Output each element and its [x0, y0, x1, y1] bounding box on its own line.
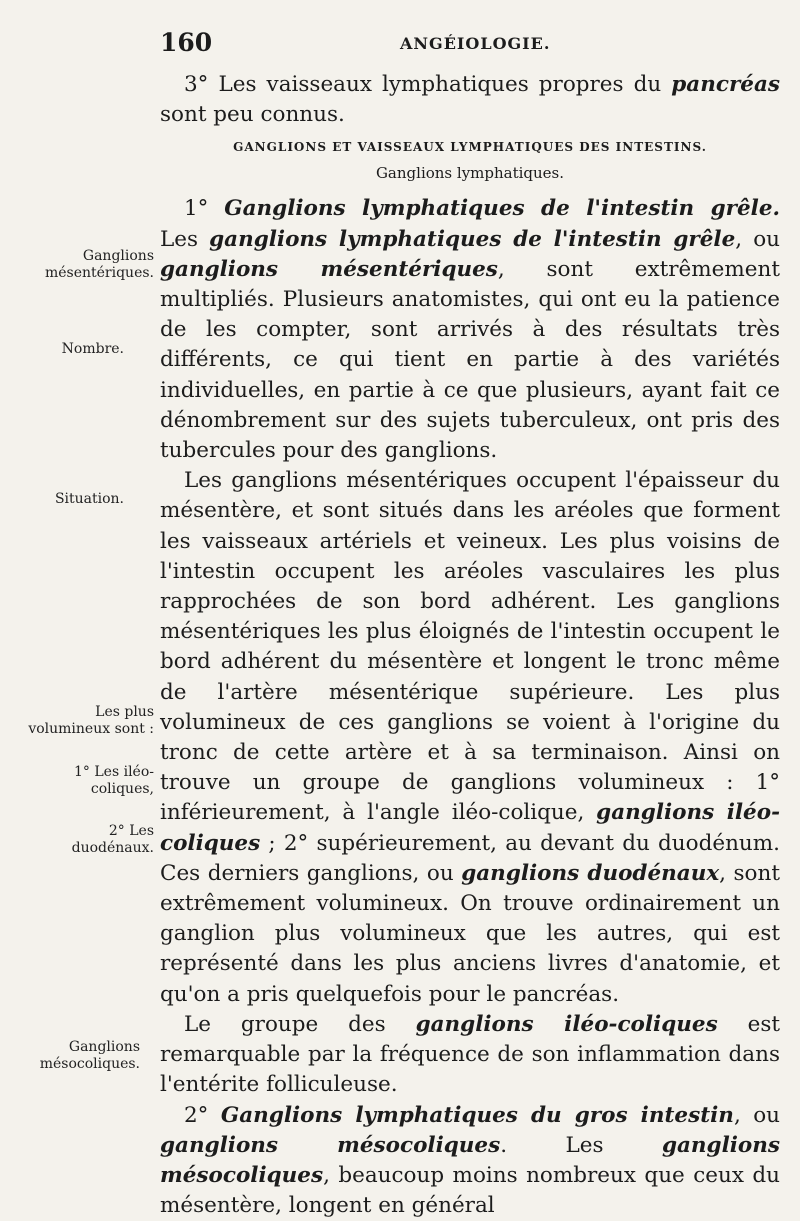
emphasis: Ganglions lymphatiques de l'intestin grêle. — [224, 196, 780, 221]
emphasis: Ganglions lymphatiques du gros intestin — [221, 1103, 734, 1128]
margin-note-duodenaux: 2° Les duodénaux. — [28, 823, 154, 857]
margin-note-plus-volumineux: Les plus volumineux sont : — [28, 704, 154, 738]
section-title: GANGLIONS ET VAISSEAUX LYMPHATIQUES DES INTESTINS. — [160, 140, 780, 154]
margin-note-nombre: Nombre. — [28, 341, 124, 358]
emphasis: ganglions mésocoliques — [160, 1133, 780, 1188]
paragraph-pancreas: 3° Les vaisseaux lymphatiques propres du pancréas sont peu connus. — [160, 70, 780, 130]
emphasis: ganglions mésentériques — [160, 257, 498, 282]
margin-note-ileo-coliques: 1° Les iléo-coliques, — [28, 764, 154, 798]
paragraph-situation: Les ganglions mésentériques occupent l'épaisseur du mésentère, et sont situés dans les aréoles que forment les vaisseaux artériels et veineux. Les plus voisins de l'intestin occupent les aréoles vasculaires les plus rapprochées de son bord adhérent. Les ganglions mésentériques les plus éloignés de l'intestin occupent le bord adhérent du mésentère et longent le tronc même de l'artère mésentérique supérieure. Les plus volumineux de ces ganglions se voient à l'origine du tronc de cette artère et à sa terminaison. Ainsi on trouve un groupe de ganglions volumineux : 1° inférieurement, à l'angle iléo-colique, ganglions iléo-coliques ; 2° supérieurement, au devant du duodénum. Ces derniers ganglions, ou ganglions duodénaux, sont extrêmement volumineux. On trouve ordinairement un ganglion plus volumineux que les autres, qui est représenté dans les plus anciens livres d'anatomie, et qu'on a pris quelquefois pour le pancréas. — [160, 466, 780, 1010]
margin-note-situation: Situation. — [28, 491, 124, 508]
running-head: ANGÉIOLOGIE. — [400, 34, 550, 53]
page-body — [160, 70, 780, 1221]
paragraph-ganglions-intestin-grele: 1° Ganglions lymphatiques de l'intestin grêle. Les ganglions lymphatiques de l'intestin grêle, ou ganglions mésentériques, sont extrêmement multipliés. Plusieurs anatomistes, qui ont eu la patience de les compter, sont arrivés à des résultats très différents, ce qui tient en partie à des variétés individuelles, en partie à ce que plusieurs, ayant fait ce dénombrement sur des sujets tuberculeux, ont pris des tubercules pour des ganglions. — [160, 194, 780, 466]
emphasis: ganglions iléo-coliques — [160, 800, 780, 855]
emphasis: ganglions lymphatiques de l'intestin grêle — [209, 227, 735, 252]
emphasis: ganglions iléo-coliques — [416, 1012, 718, 1037]
subsection-title: Ganglions lymphatiques. — [160, 164, 780, 182]
paragraph-ileo-coliques: Le groupe des ganglions iléo-coliques est remarquable par la fréquence de son inflammation dans l'entérite folliculeuse. — [160, 1010, 780, 1101]
page-number: 160 — [160, 28, 212, 57]
page-header — [160, 28, 780, 68]
emphasis: pancréas — [671, 72, 780, 97]
paragraph-gros-intestin: 2° Ganglions lymphatiques du gros intestin, ou ganglions mésocoliques. Les ganglions mésocoliques, beaucoup moins nombreux que ceux du mésentère, longent en général — [160, 1101, 780, 1221]
margin-note-ganglions-mesenteriques: Ganglions mésentériques. — [28, 248, 154, 282]
margin-note-ganglions-mesocoliques: Ganglions mésocoliques. — [28, 1039, 140, 1073]
emphasis: ganglions duodénaux — [461, 861, 719, 886]
emphasis: ganglions mésocoliques — [160, 1133, 500, 1158]
